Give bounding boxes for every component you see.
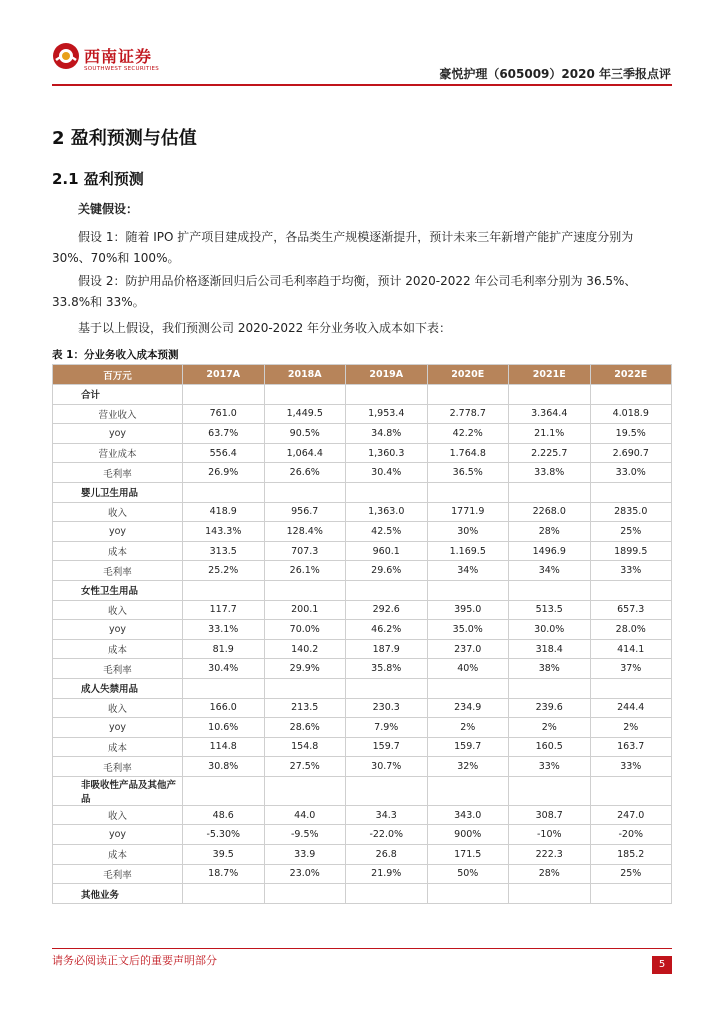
section-heading: 2 盈利预测与估值 [52, 128, 197, 149]
table-cell: 33.9 [264, 845, 346, 865]
table-cell: 44.0 [264, 805, 346, 825]
forecast-table [52, 364, 672, 904]
table-cell [427, 482, 509, 502]
table-cell [264, 385, 346, 405]
table-cell [264, 482, 346, 502]
table-cell: 26.1% [264, 561, 346, 581]
table-cell: 1,449.5 [264, 404, 346, 424]
table-cell: 2% [427, 718, 509, 738]
table-cell: 46.2% [346, 620, 428, 640]
table-caption: 表 1：分业务收入成本预测 [52, 349, 179, 361]
table-cell [427, 884, 509, 904]
table-row [53, 718, 672, 738]
table-cell: 21.1% [509, 424, 591, 444]
table-cell: 38% [509, 659, 591, 679]
report-title: 豪悦护理（605009）2020 年三季报点评 [439, 67, 671, 81]
table-cell: 26.8 [346, 845, 428, 865]
table-cell: 29.9% [264, 659, 346, 679]
row-label: 收入 [53, 600, 183, 620]
table-cell: 140.2 [264, 639, 346, 659]
table-cell [183, 482, 265, 502]
table-cell: 159.7 [427, 737, 509, 757]
table-cell [264, 884, 346, 904]
table-cell: 26.6% [264, 463, 346, 483]
table-cell: 707.3 [264, 541, 346, 561]
table-cell: 33.0% [590, 463, 672, 483]
table-cell: 2.225.7 [509, 443, 591, 463]
table-cell: 70.0% [264, 620, 346, 640]
table-cell: 42.2% [427, 424, 509, 444]
table-cell: -9.5% [264, 825, 346, 845]
table-cell [590, 385, 672, 405]
table-section-row [53, 884, 672, 904]
table-row [53, 443, 672, 463]
table-cell: 34.3 [346, 805, 428, 825]
row-label: 毛利率 [53, 463, 183, 483]
row-label: 毛利率 [53, 659, 183, 679]
subsection-heading: 2.1 盈利预测 [52, 170, 144, 188]
table-cell [427, 678, 509, 698]
section-label: 成人失禁用品 [53, 678, 183, 698]
table-cell: 23.0% [264, 864, 346, 884]
header-cell: 2022E [590, 365, 672, 385]
table-cell [264, 776, 346, 805]
row-label: 毛利率 [53, 757, 183, 777]
assumption-2: 假设 2：防护用品价格逐渐回归后公司毛利率趋于均衡，预计 2020-2022 年公司毛利率分别为 36.5%、33.8%和 33%。 [52, 274, 637, 309]
footer-divider [52, 948, 672, 949]
table-cell: 30.0% [509, 620, 591, 640]
table-cell: 30.4% [346, 463, 428, 483]
table-row [53, 698, 672, 718]
table-cell: 28.6% [264, 718, 346, 738]
table-cell [509, 482, 591, 502]
table-cell [590, 580, 672, 600]
table-cell: 1.764.8 [427, 443, 509, 463]
table-cell: 239.6 [509, 698, 591, 718]
table-cell: 34% [427, 561, 509, 581]
row-label: 收入 [53, 805, 183, 825]
table-cell [264, 678, 346, 698]
company-logo [52, 40, 222, 76]
table-cell: 7.9% [346, 718, 428, 738]
table-cell: 556.4 [183, 443, 265, 463]
table-row [53, 659, 672, 679]
row-label: yoy [53, 424, 183, 444]
table-cell [346, 580, 428, 600]
table-cell: 28% [509, 864, 591, 884]
section-label: 合计 [53, 385, 183, 405]
table-row [53, 502, 672, 522]
table-cell: 25% [590, 864, 672, 884]
table-cell: 171.5 [427, 845, 509, 865]
table-cell: 39.5 [183, 845, 265, 865]
table-cell: 313.5 [183, 541, 265, 561]
row-label: yoy [53, 522, 183, 542]
table-cell: 761.0 [183, 404, 265, 424]
table-cell [590, 776, 672, 805]
table-cell: 42.5% [346, 522, 428, 542]
row-label: 收入 [53, 698, 183, 718]
row-label: yoy [53, 718, 183, 738]
table-cell [509, 385, 591, 405]
table-cell [346, 678, 428, 698]
table-cell: -22.0% [346, 825, 428, 845]
table-row [53, 561, 672, 581]
table-cell: 90.5% [264, 424, 346, 444]
header-cell: 2018A [264, 365, 346, 385]
table-cell: 48.6 [183, 805, 265, 825]
table-cell: 19.5% [590, 424, 672, 444]
table-cell: 2268.0 [509, 502, 591, 522]
table-cell: 117.7 [183, 600, 265, 620]
table-cell: 36.5% [427, 463, 509, 483]
table-cell [509, 884, 591, 904]
table-row [53, 737, 672, 757]
table-cell: 343.0 [427, 805, 509, 825]
section-label: 女性卫生用品 [53, 580, 183, 600]
table-cell: 37% [590, 659, 672, 679]
table-cell: 40% [427, 659, 509, 679]
table-cell [590, 482, 672, 502]
logo-text-cn: 西南证券 [84, 47, 153, 66]
row-label: 收入 [53, 502, 183, 522]
table-row [53, 639, 672, 659]
table-cell [183, 884, 265, 904]
row-label: yoy [53, 620, 183, 640]
table-cell [264, 580, 346, 600]
assumption-1: 假设 1：随着 IPO 扩产项目建成投产，各品类生产规模逐渐提升，预计未来三年新增产能扩产速度分别为 30%、70%和 100%。 [52, 230, 634, 265]
table-header-row [53, 365, 672, 385]
table-cell [590, 884, 672, 904]
table-cell [346, 884, 428, 904]
table-section-row [53, 580, 672, 600]
table-cell: -10% [509, 825, 591, 845]
table-cell: 33.1% [183, 620, 265, 640]
table-cell: 657.3 [590, 600, 672, 620]
table-cell: 159.7 [346, 737, 428, 757]
table-cell: 956.7 [264, 502, 346, 522]
logo-text-en: SOUTHWEST SECURITIES [84, 66, 160, 72]
table-cell: 2% [509, 718, 591, 738]
table-row [53, 404, 672, 424]
table-section-row [53, 678, 672, 698]
table-body [53, 385, 672, 904]
table-cell: 30.4% [183, 659, 265, 679]
table-cell: 26.9% [183, 463, 265, 483]
table-cell: 154.8 [264, 737, 346, 757]
table-cell: 10.6% [183, 718, 265, 738]
table-cell: 166.0 [183, 698, 265, 718]
table-row [53, 463, 672, 483]
table-cell: -5.30% [183, 825, 265, 845]
table-cell: 114.8 [183, 737, 265, 757]
table-cell: 237.0 [427, 639, 509, 659]
table-cell: 418.9 [183, 502, 265, 522]
table-cell: 63.7% [183, 424, 265, 444]
header-divider [52, 84, 672, 86]
table-cell: 1771.9 [427, 502, 509, 522]
table-cell: 163.7 [590, 737, 672, 757]
table-cell: 185.2 [590, 845, 672, 865]
footer-notice: 请务必阅读正文后的重要声明部分 [52, 954, 217, 967]
table-row [53, 805, 672, 825]
table-cell: -20% [590, 825, 672, 845]
key-assumptions-label: 关键假设： [78, 202, 139, 216]
table-cell: 34.8% [346, 424, 428, 444]
table-cell: 33% [590, 757, 672, 777]
table-cell: 200.1 [264, 600, 346, 620]
table-cell [183, 580, 265, 600]
table-cell: 33% [590, 561, 672, 581]
table-row [53, 600, 672, 620]
table-cell: 32% [427, 757, 509, 777]
table-cell [346, 776, 428, 805]
table-row [53, 864, 672, 884]
conclusion-paragraph: 基于以上假设，我们预测公司 2020-2022 年分业务收入成本如下表： [78, 321, 452, 335]
table-cell [509, 776, 591, 805]
section-label: 非吸收性产品及其他产品 [53, 776, 183, 805]
table-cell [427, 580, 509, 600]
table-cell [590, 678, 672, 698]
table-cell: 4.018.9 [590, 404, 672, 424]
table-cell: 35.8% [346, 659, 428, 679]
row-label: 成本 [53, 639, 183, 659]
table-cell [427, 385, 509, 405]
table-cell: 21.9% [346, 864, 428, 884]
table-cell: 33% [509, 757, 591, 777]
header-cell: 百万元 [53, 365, 183, 385]
table-cell: 222.3 [509, 845, 591, 865]
table-row [53, 845, 672, 865]
table-row [53, 757, 672, 777]
table-cell: 160.5 [509, 737, 591, 757]
table-cell: 128.4% [264, 522, 346, 542]
table-cell: 143.3% [183, 522, 265, 542]
table-cell: 2% [590, 718, 672, 738]
table-cell: 2.690.7 [590, 443, 672, 463]
table-cell: 25.2% [183, 561, 265, 581]
table-cell: 213.5 [264, 698, 346, 718]
table-row [53, 424, 672, 444]
page-number: 5 [652, 956, 672, 974]
row-label: 营业收入 [53, 404, 183, 424]
table-cell: 234.9 [427, 698, 509, 718]
logo-mark-icon [52, 42, 80, 70]
table-cell: 960.1 [346, 541, 428, 561]
table-cell: 25% [590, 522, 672, 542]
table-section-row [53, 776, 672, 805]
table-row [53, 620, 672, 640]
table-cell [346, 385, 428, 405]
table-cell: 81.9 [183, 639, 265, 659]
table-cell [427, 776, 509, 805]
table-cell: 1,360.3 [346, 443, 428, 463]
table-cell: 395.0 [427, 600, 509, 620]
table-cell [509, 580, 591, 600]
table-cell: 2835.0 [590, 502, 672, 522]
table-cell: 1,064.4 [264, 443, 346, 463]
table-cell: 1.169.5 [427, 541, 509, 561]
row-label: 成本 [53, 845, 183, 865]
header-cell: 2020E [427, 365, 509, 385]
section-label: 其他业务 [53, 884, 183, 904]
header-cell: 2019A [346, 365, 428, 385]
table-cell: 1899.5 [590, 541, 672, 561]
table-cell [509, 678, 591, 698]
row-label: 成本 [53, 541, 183, 561]
row-label: yoy [53, 825, 183, 845]
table-cell: 187.9 [346, 639, 428, 659]
table-cell: 2.778.7 [427, 404, 509, 424]
row-label: 营业成本 [53, 443, 183, 463]
table-cell: 30.8% [183, 757, 265, 777]
table-cell: 29.6% [346, 561, 428, 581]
table-cell: 34% [509, 561, 591, 581]
table-cell: 247.0 [590, 805, 672, 825]
row-label: 毛利率 [53, 561, 183, 581]
table-cell: 50% [427, 864, 509, 884]
table-cell: 230.3 [346, 698, 428, 718]
table-cell: 414.1 [590, 639, 672, 659]
table-cell: 1496.9 [509, 541, 591, 561]
table-cell: 28% [509, 522, 591, 542]
table-cell: 900% [427, 825, 509, 845]
row-label: 毛利率 [53, 864, 183, 884]
table-cell: 18.7% [183, 864, 265, 884]
table-cell: 244.4 [590, 698, 672, 718]
table-cell: 33.8% [509, 463, 591, 483]
table-row [53, 522, 672, 542]
table-cell: 3.364.4 [509, 404, 591, 424]
table-section-row [53, 385, 672, 405]
table-cell: 1,953.4 [346, 404, 428, 424]
table-cell: 513.5 [509, 600, 591, 620]
table-cell: 30.7% [346, 757, 428, 777]
table-row [53, 541, 672, 561]
table-cell [183, 385, 265, 405]
table-row [53, 825, 672, 845]
table-cell: 35.0% [427, 620, 509, 640]
table-section-row [53, 482, 672, 502]
table-cell [346, 482, 428, 502]
table-cell [183, 678, 265, 698]
table-cell: 27.5% [264, 757, 346, 777]
table-cell: 28.0% [590, 620, 672, 640]
table-cell: 308.7 [509, 805, 591, 825]
row-label: 成本 [53, 737, 183, 757]
section-label: 婴儿卫生用品 [53, 482, 183, 502]
header-cell: 2021E [509, 365, 591, 385]
table-cell: 318.4 [509, 639, 591, 659]
table-cell [183, 776, 265, 805]
table-cell: 1,363.0 [346, 502, 428, 522]
table-cell: 30% [427, 522, 509, 542]
header-cell: 2017A [183, 365, 265, 385]
table-cell: 292.6 [346, 600, 428, 620]
